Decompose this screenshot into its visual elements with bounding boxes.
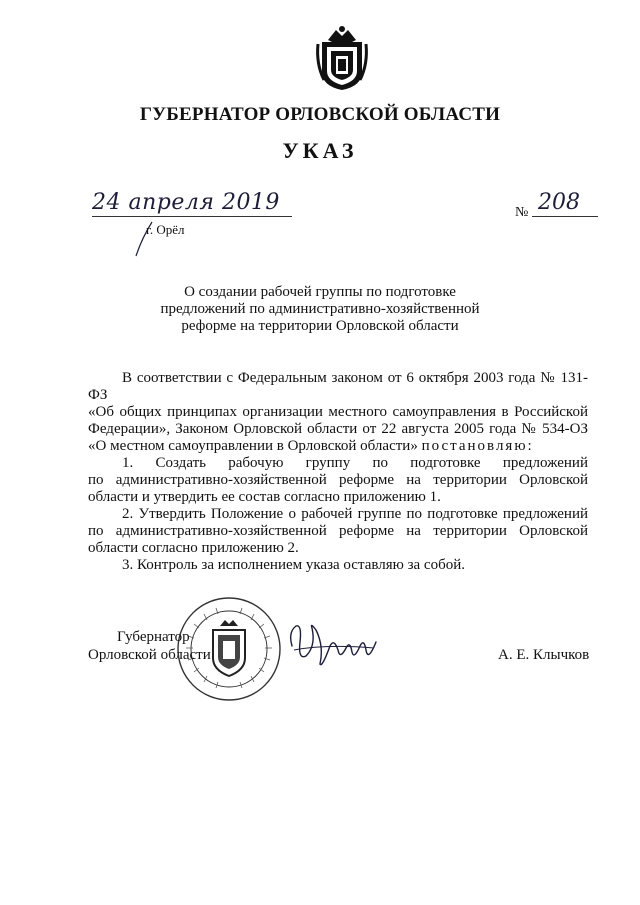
coat-of-arms-icon: [314, 24, 370, 92]
date-underline: [92, 216, 292, 217]
item-line: по административно-хозяйственной реформе на территории Орловской: [88, 472, 588, 488]
document-type: УКАЗ: [282, 138, 358, 163]
decree-item-3: [88, 557, 588, 574]
item-line: области согласно приложению 2.: [88, 540, 299, 556]
subject-line: реформе на территории Орловской области: [181, 318, 459, 334]
number-underline: [532, 216, 598, 217]
preamble-line: «Об общих принципах организации местного самоуправления в Российской: [88, 404, 588, 420]
subject-line: О создании рабочей группы по подготовке: [184, 284, 456, 300]
item-line: 3. Контроль за исполнением указа оставляю за собой.: [122, 557, 465, 573]
handwritten-date: 24 апреля 2019: [92, 190, 280, 215]
city: г. Орёл: [146, 222, 185, 237]
signatory-region: Орловской области: [88, 647, 211, 663]
item-line: области и утвердить ее состав согласно приложению 1.: [88, 489, 441, 505]
item-line: по административно-хозяйственной реформе на территории Орловской: [88, 523, 588, 539]
issuer-title: ГУБЕРНАТОР ОРЛОВСКОЙ ОБЛАСТИ: [139, 104, 501, 125]
signatory-name: А. Е. Клычков: [498, 647, 590, 663]
item-line: 1. Создать рабочую группу по подготовке предложений: [122, 455, 588, 471]
preamble-line: В соответствии с Федеральным законом от 6 октября 2003 года № 131-ФЗ: [88, 370, 588, 403]
signature-icon: [286, 616, 382, 676]
decree-item-1: [88, 455, 588, 506]
handwritten-number: 208: [538, 190, 580, 215]
preamble-line: «О местном самоуправлении в Орловской области»: [88, 438, 418, 454]
decree-item-2: [88, 506, 588, 557]
number-label: №: [515, 205, 529, 220]
signatory-title: Губернатор: [117, 629, 190, 645]
item-line: 2. Утвердить Положение о рабочей группе по подготовке предложений: [122, 506, 588, 522]
document-subject: [0, 284, 640, 335]
decree-word: постановляю:: [421, 438, 534, 454]
preamble-line: Федерации», Законом Орловской области от 22 августа 2005 года № 534-ОЗ: [88, 421, 588, 437]
subject-line: предложений по административно-хозяйственной: [160, 301, 480, 317]
preamble-paragraph: [88, 370, 588, 455]
